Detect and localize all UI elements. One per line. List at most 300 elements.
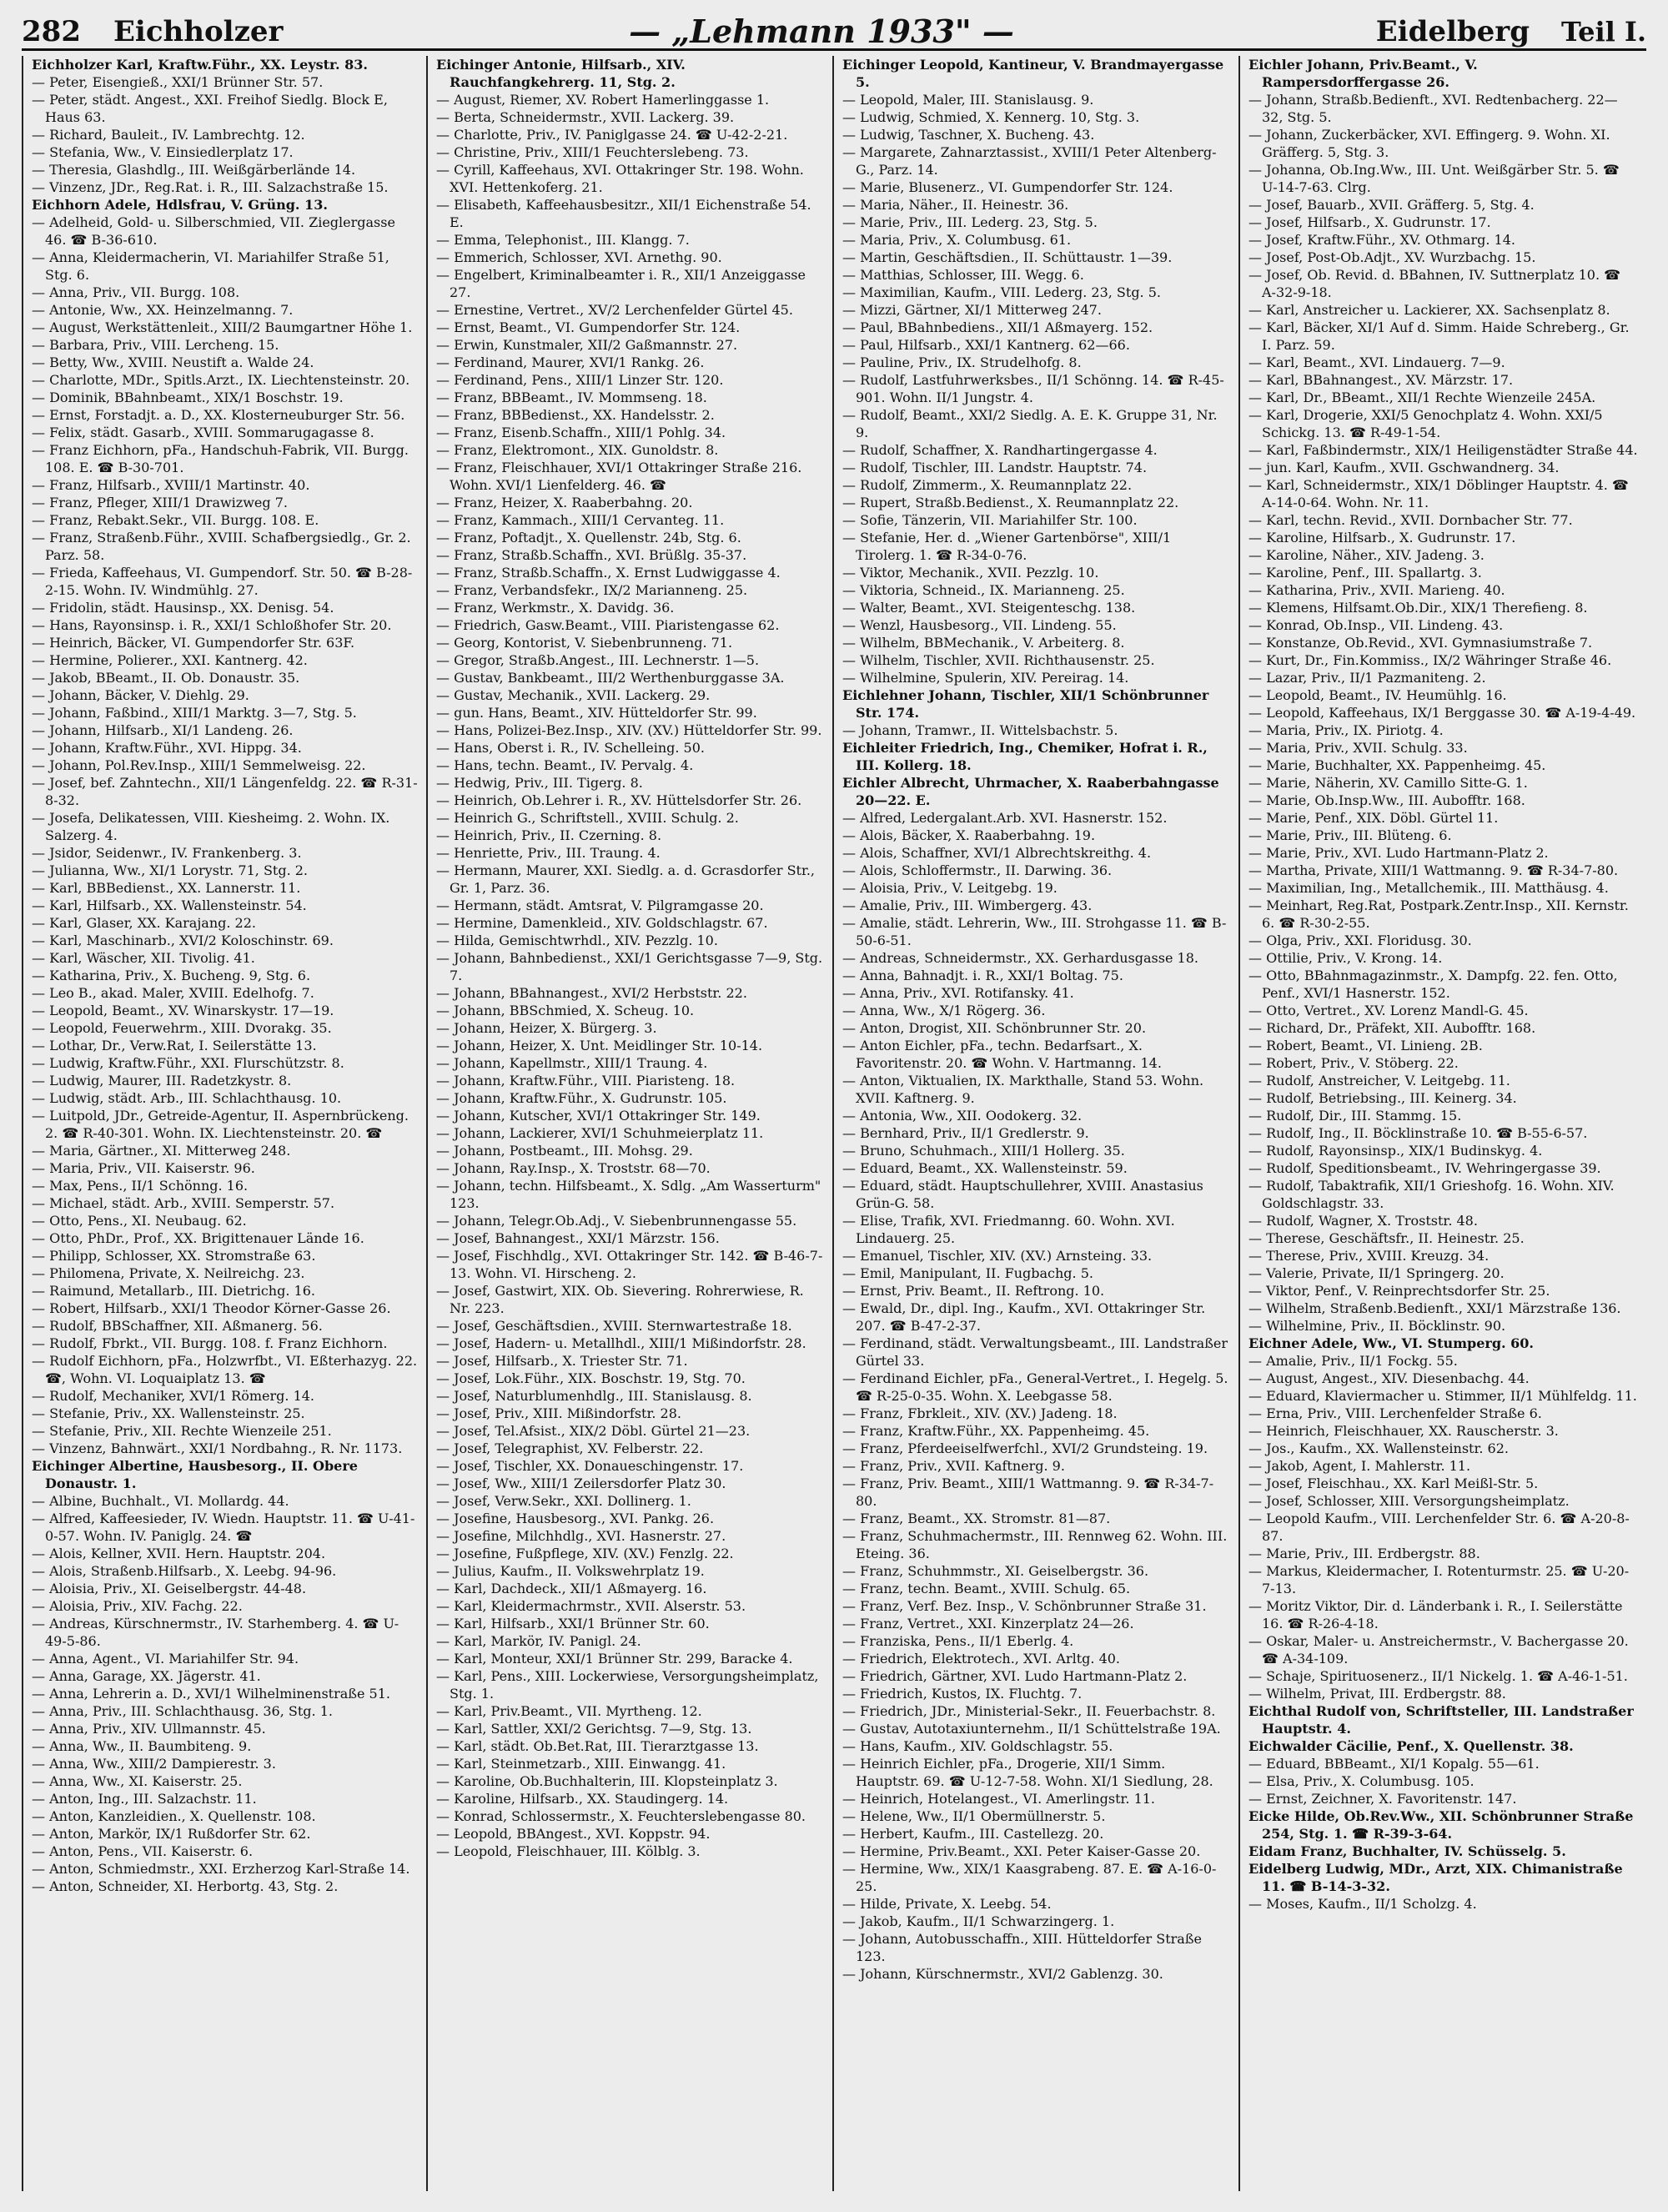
directory-entry: — Robert, Priv., V. Stöberg. 22. (1248, 1055, 1459, 1071)
directory-entry: — Emmerich, Schlosser, XVI. Arnethg. 90. (436, 249, 722, 265)
directory-entry: — Jakob, Kaufm., II/1 Schwarzingerg. 1. (842, 1913, 1115, 1929)
directory-entry: — Martha, Private, XIII/1 Wattmanng. 9. ☎ R-34-7-80. (1248, 862, 1619, 878)
directory-entry: — Erna, Priv., VIII. Lerchenfelder Straße 6. (1248, 1405, 1542, 1421)
directory-entry: — Franz, Straßb.Schaffn., X. Ernst Ludwiggasse 4. (436, 565, 781, 581)
directory-entry: — Marie, Priv., III. Erdbergstr. 88. (1248, 1546, 1480, 1561)
directory-entry: — Anna, Priv., XIV. Ullmannstr. 45. (32, 1721, 266, 1737)
directory-entry: — Ludwig, Schmied, X. Kennerg. 10, Stg. 3. (842, 109, 1140, 125)
directory-entry: — Leopold, Fleischhauer, III. Kölblg. 3. (436, 1843, 701, 1859)
directory-entry: — Hermine, Damenkleid., XIV. Goldschlagstr. 67. (436, 915, 768, 931)
directory-entry: — Matthias, Schlosser, III. Wegg. 6. (842, 267, 1084, 283)
directory-entry: — Anna, Ww., XI. Kaiserstr. 25. (32, 1773, 243, 1789)
directory-entry: — Marie, Priv., XVI. Ludo Hartmann-Platz 2. (1248, 845, 1549, 861)
directory-entry: — Sofie, Tänzerin, VII. Mariahilfer Str. 100. (842, 512, 1138, 528)
directory-entry: — Johann, Kraftw.Führ., VIII. Piaristeng. 18. (436, 1073, 736, 1088)
directory-entry: — Ludwig, Taschner, X. Bucheng. 43. (842, 127, 1095, 143)
directory-entry: — Moritz Viktor, Dir. d. Länderbank i. R., I. Seilerstätte 16. ☎ R-26-4-18. (1248, 1598, 1623, 1631)
directory-entry: — Anna, Garage, XX. Jägerstr. 41. (32, 1668, 261, 1684)
directory-entry: — Josef, bef. Zahntechn., XII/1 Längenfeldg. 22. ☎ R-31-8-32. (32, 775, 418, 808)
directory-entry: — Josefa, Delikatessen, VIII. Kiesheimg. 2. Wohn. IX. Salzerg. 4. (32, 810, 390, 843)
directory-entry: — Amalie, städt. Lehrerin, Ww., III. Strohgasse 11. ☎ B-50-6-51. (842, 915, 1227, 948)
directory-entry: — Richard, Dr., Präfekt, XII. Aubofftr. 168. (1248, 1020, 1536, 1036)
directory-entry: — Karl, Pens., XIII. Lockerwiese, Versorgungsheimplatz, Stg. 1. (436, 1668, 819, 1702)
directory-entry: — Josef, Ob. Revid. d. BBahnen, IV. Suttnerplatz 10. ☎ A-32-9-18. (1248, 267, 1621, 300)
directory-entry: — Bruno, Schuhmach., XIII/1 Hollerg. 35. (842, 1143, 1125, 1159)
directory-entry: — Aloisia, Priv., V. Leitgebg. 19. (842, 880, 1058, 896)
surname-heading-entry: Eichwalder Cäcilie, Penf., X. Quellenstr. 38. (1248, 1738, 1574, 1754)
directory-entry: — Jakob, Agent, I. Mahlerstr. 11. (1248, 1458, 1471, 1474)
directory-entry: — Rudolf, Schaffner, X. Randhartingergasse 4. (842, 442, 1158, 458)
directory-entry: — Viktoria, Schneid., IX. Marianneng. 25. (842, 582, 1125, 598)
directory-entry: — Katharina, Priv., X. Bucheng. 9, Stg. 6. (32, 968, 311, 983)
directory-entry: — Anna, Priv., VII. Burgg. 108. (32, 284, 240, 300)
directory-entry: — Bernhard, Priv., II/1 Gredlerstr. 9. (842, 1125, 1089, 1141)
page-header (22, 12, 1646, 51)
directory-entry: — Meinhart, Reg.Rat, Postpark.Zentr.Insp., XII. Kernstr. 6. ☎ R-30-2-55. (1248, 897, 1629, 931)
directory-entry: — Albine, Buchhalt., VI. Mollardg. 44. (32, 1493, 289, 1509)
directory-entry: — Betty, Ww., XVIII. Neustift a. Walde 24. (32, 354, 314, 370)
directory-entry: — Vinzenz, Bahnwärt., XXI/1 Nordbahng., R. Nr. 1173. (32, 1440, 403, 1456)
directory-entry: — Rudolf, Ing., II. Böcklinstraße 10. ☎ B-55-6-57. (1248, 1125, 1588, 1141)
directory-entry: — Ernst, Beamt., VI. Gumpendorfer Str. 124. (436, 319, 741, 335)
directory-entry: — Antonia, Ww., XII. Oodokerg. 32. (842, 1108, 1083, 1124)
directory-entry: — Jsidor, Seidenwr., IV. Frankenberg. 3. (32, 845, 302, 861)
directory-entry: — Heinrich G., Schriftstell., XVIII. Schulg. 2. (436, 810, 739, 826)
directory-entry: — Ernst, Zeichner, X. Favoritenstr. 147. (1248, 1791, 1517, 1807)
directory-entry: — Franz, Vertret., XXI. Kinzerplatz 24—26. (842, 1616, 1134, 1631)
surname-heading-entry: Eichler Johann, Priv.Beamt., V. Rampersdorffergasse 26. (1248, 57, 1478, 90)
directory-entry: — Rudolf Eichhorn, pFa., Holzwrfbt., VI. Eßterhazyg. 22. ☎, Wohn. VI. Loquaiplatz 13. ☎ (32, 1353, 418, 1386)
directory-entry: — Raimund, Metallarb., III. Dietrichg. 16. (32, 1283, 315, 1299)
directory-entry: — Josef, Post-Ob.Adjt., XV. Wurzbachg. 15. (1248, 249, 1536, 265)
directory-entry: — Maria, Priv., X. Columbusg. 61. (842, 232, 1072, 248)
directory-entry: — Hilde, Private, X. Leebg. 54. (842, 1896, 1052, 1912)
directory-entry: — Alois, Bäcker, X. Raaberbahng. 19. (842, 827, 1096, 843)
directory-entry: — Elsa, Priv., X. Columbusg. 105. (1248, 1773, 1475, 1789)
directory-entry: — Anton Eichler, pFa., techn. Bedarfsart., X. Favoritenstr. 20. ☎ Wohn. V. Hartmanng. 14. (842, 1038, 1162, 1071)
directory-entry: — Johann, Heizer, X. Unt. Meidlinger Str. 10-14. (436, 1038, 763, 1053)
directory-entry: — Karoline, Ob.Buchhalterin, III. Klopsteinplatz 3. (436, 1773, 778, 1789)
directory-entry: — Antonie, Ww., XX. Heinzelmanng. 7. (32, 302, 294, 318)
directory-entry: — Karl, Faßbindermstr., XIX/1 Heiligenstädter Straße 44. (1248, 442, 1638, 458)
surname-heading-entry: Eichholzer Karl, Kraftw.Führ., XX. Leystr. 83. (32, 57, 368, 73)
directory-entry: — Franz, Fleischhauer, XVI/1 Ottakringer Straße 216. Wohn. XVI/1 Lienfelderg. 46. ☎ (436, 460, 802, 493)
directory-entry: — Theresia, Glashdlg., III. Weißgärberlände 14. (32, 162, 356, 178)
directory-entry: — Hilda, Gemischtwrhdl., XIV. Pezzlg. 10. (436, 933, 718, 948)
page-number: 282 (22, 15, 81, 48)
directory-entry: — Hermine, Priv.Beamt., XXI. Peter Kaiser-Gasse 20. (842, 1843, 1201, 1859)
directory-entry: — Rudolf, Lastfuhrwerksbes., II/1 Schönng. 14. ☎ R-45-901. Wohn. II/1 Jungstr. 4. (842, 372, 1224, 405)
directory-entry: — Johann, BBahnangest., XVI/2 Herbststr. 22. (436, 985, 747, 1001)
directory-entry: — Johanna, Ob.Ing.Ww., III. Unt. Weißgärber Str. 5. ☎ U-14-7-63. Clrg. (1248, 162, 1620, 195)
directory-entry: — Kurt, Dr., Fin.Kommiss., IX/2 Währinger Straße 46. (1248, 652, 1612, 668)
directory-entry: — Oskar, Maler- u. Anstreichermstr., V. Bachergasse 20. ☎ A-34-109. (1248, 1633, 1629, 1667)
column-2 (428, 56, 834, 2191)
directory-entry: — Rudolf, Zimmerm., X. Reumannplatz 22. (842, 477, 1133, 493)
surname-heading-entry: Eichthal Rudolf von, Schriftsteller, III. Landstraßer Hauptstr. 4. (1248, 1703, 1634, 1737)
directory-entry: — Julius, Kaufm., II. Volkswehrplatz 19. (436, 1563, 705, 1579)
surname-heading-entry: Eichner Adele, Ww., VI. Stumperg. 60. (1248, 1335, 1534, 1351)
directory-entry: — Johann, techn. Hilfsbeamt., X. Sdlg. „Am Wasserturm" 123. (436, 1178, 821, 1211)
directory-entry: — Franz, Hilfsarb., XVIII/1 Martinstr. 40. (32, 477, 310, 493)
directory-entry: — Alfred, Ledergalant.Arb. XVI. Hasnerstr. 152. (842, 810, 1168, 826)
directory-entry: — Georg, Kontorist, V. Siebenbrunneng. 71. (436, 635, 733, 651)
directory-entry: — Josef, Gastwirt, XIX. Ob. Sievering. Rohrerwiese, R. Nr. 223. (436, 1283, 804, 1316)
directory-entry: — gun. Hans, Beamt., XIV. Hütteldorfer Str. 99. (436, 705, 757, 721)
directory-entry: — Elisabeth, Kaffeehausbesitzr., XII/1 Eichenstraße 54. E. (436, 197, 811, 230)
directory-entry: — Johann, BBSchmied, X. Scheug. 10. (436, 1003, 695, 1018)
directory-entry: — Franz, Heizer, X. Raaberbahng. 20. (436, 495, 693, 510)
header-right-word: Eidelberg (1375, 15, 1530, 48)
directory-entry: — Franz, Kraftw.Führ., XX. Pappenheimg. 45. (842, 1423, 1150, 1439)
surname-heading-entry: Eicke Hilde, Ob.Rev.Ww., XII. Schönbrunner Straße 254, Stg. 1. ☎ R-39-3-64. (1248, 1808, 1634, 1842)
directory-entry: — Anna, Lehrerin a. D., XVI/1 Wilhelminenstraße 51. (32, 1686, 390, 1702)
directory-entry: — Moses, Kaufm., II/1 Scholzg. 4. (1248, 1896, 1477, 1912)
directory-entry: — Vinzenz, JDr., Reg.Rat. i. R., III. Salzachstraße 15. (32, 179, 389, 195)
directory-entry: — Leo B., akad. Maler, XVIII. Edelhofg. 7. (32, 985, 314, 1001)
directory-entry: — Philipp, Schlosser, XX. Stromstraße 63. (32, 1248, 316, 1264)
directory-entry: — Josef, Hadern- u. Metallhdl., XIII/1 Mißindorfstr. 28. (436, 1335, 806, 1351)
directory-entry: — Ottilie, Priv., V. Krong. 14. (1248, 950, 1443, 966)
directory-entry: — Ernst, Priv. Beamt., II. Reftrong. 10. (842, 1283, 1105, 1299)
directory-entry: — Johann, Bäcker, V. Diehlg. 29. (32, 687, 249, 703)
directory-entry: — Leopold, Beamt., IV. Heumühlg. 16. (1248, 687, 1507, 703)
directory-entry: — Luitpold, JDr., Getreide-Agentur, II. Aspernbrückeng. 2. ☎ R-40-301. Wohn. IX. Liechtensteinstr. 20. ☎ (32, 1108, 409, 1141)
directory-entry: — Karl, Dachdeck., XII/1 Aßmayerg. 16. (436, 1581, 707, 1596)
directory-entry: — Barbara, Priv., VIII. Lercheng. 15. (32, 337, 279, 353)
surname-heading-entry: Eichhorn Adele, Hdlsfrau, V. Grüng. 13. (32, 197, 328, 213)
directory-entry: — Franz, Verf. Bez. Insp., V. Schönbrunner Straße 31. (842, 1598, 1207, 1614)
directory-entry: — Valerie, Private, II/1 Springerg. 20. (1248, 1265, 1505, 1281)
directory-entry: — Stefanie, Priv., XX. Wallensteinstr. 25. (32, 1405, 305, 1421)
directory-entry: — Lothar, Dr., Verw.Rat, I. Seilerstätte 13. (32, 1038, 317, 1053)
column-3 (834, 56, 1240, 2191)
directory-entry: — Marie, Ob.Insp.Ww., III. Aubofftr. 168. (1248, 792, 1525, 808)
directory-entry: — Karl, BBBedienst., XX. Lannerstr. 11. (32, 880, 301, 896)
directory-entry: — Rudolf, Tischler, III. Landstr. Hauptstr. 74. (842, 460, 1148, 475)
directory-entry: — Anton, Kanzleidien., X. Quellenstr. 108. (32, 1808, 316, 1824)
directory-entry: — Julianna, Ww., XI/1 Lorystr. 71, Stg. 2. (32, 862, 309, 878)
directory-entry: — Franz, Pfleger, XIII/1 Drawizweg 7. (32, 495, 288, 510)
directory-entry: — Wenzl, Hausbesorg., VII. Lindeng. 55. (842, 617, 1117, 633)
directory-entry: — Karl, Wäscher, XII. Tivolig. 41. (32, 950, 255, 966)
directory-entry: — Rudolf, Anstreicher, V. Leitgebg. 11. (1248, 1073, 1510, 1088)
directory-entry: — Karl, Priv.Beamt., VII. Myrtheng. 12. (436, 1703, 702, 1719)
directory-entry: — Wilhelm, Privat, III. Erdbergstr. 88. (1248, 1686, 1506, 1702)
directory-entry: — Josef, Naturblumenhdlg., III. Stanislausg. 8. (436, 1388, 752, 1404)
directory-entry: — Dominik, BBahnbeamt., XIX/1 Boschstr. 19. (32, 390, 344, 405)
directory-entry: — Johann, Kraftw.Führ., X. Gudrunstr. 105. (436, 1090, 727, 1106)
directory-entry: — Karl, techn. Revid., XVII. Dornbacher Str. 77. (1248, 512, 1573, 528)
directory-entry: — Elise, Trafik, XVI. Friedmanng. 60. Wohn. XVI. Lindauerg. 25. (842, 1213, 1175, 1246)
directory-entry: — Maximilian, Kaufm., VIII. Lederg. 23, Stg. 5. (842, 284, 1161, 300)
directory-entry: — Johann, Telegr.Ob.Adj., V. Siebenbrunnengasse 55. (436, 1213, 797, 1229)
directory-entry: — Rupert, Straßb.Bedienst., X. Reumannplatz 22. (842, 495, 1179, 510)
directory-columns (22, 56, 1646, 2191)
directory-entry: — Leopold, Kaffeehaus, IX/1 Berggasse 30. ☎ A-19-4-49. (1248, 705, 1636, 721)
directory-entry: — Franz, Rebakt.Sekr., VII. Burgg. 108. E. (32, 512, 319, 528)
directory-entry: — Stefanie, Her. d. „Wiener Gartenbörse", XIII/1 Tirolerg. 1. ☎ R-34-0-76. (842, 530, 1172, 563)
directory-entry: — Rudolf, Fbrkt., VII. Burgg. 108. f. Franz Eichhorn. (32, 1335, 388, 1351)
surname-heading-entry: Eidelberg Ludwig, MDr., Arzt, XIX. Chimanistraße 11. ☎ B-14-3-32. (1248, 1861, 1623, 1894)
directory-entry: — Anna, Ww., II. Baumbiteng. 9. (32, 1738, 252, 1754)
directory-entry: — Josefine, Milchhdlg., XVI. Hasnerstr. 27. (436, 1528, 726, 1544)
directory-entry: — Alois, Schloffermstr., II. Darwing. 36. (842, 862, 1113, 878)
directory-entry: — Maria, Priv., XVII. Schulg. 33. (1248, 740, 1468, 756)
directory-entry: — Hermann, Maurer, XXI. Siedlg. a. d. Gcrasdorfer Str., Gr. 1, Parz. 36. (436, 862, 816, 896)
directory-entry: — Walter, Beamt., XVI. Steigenteschg. 138. (842, 600, 1136, 616)
directory-entry: — Ferdinand, Pens., XIII/1 Linzer Str. 120. (436, 372, 724, 388)
directory-entry: — Peter, Eisengieß., XXI/1 Brünner Str. 57. (32, 74, 324, 90)
directory-entry: — Emil, Manipulant, II. Fugbachg. 5. (842, 1265, 1093, 1281)
directory-entry: — Ernestine, Vertret., XV/2 Lerchenfelder Gürtel 45. (436, 302, 793, 318)
directory-entry: — Josef, Tischler, XX. Donaueschingenstr. 17. (436, 1458, 744, 1474)
directory-entry: — Johann, Zuckerbäcker, XVI. Effingerg. 9. Wohn. XI. Gräfferg. 5, Stg. 3. (1248, 127, 1610, 160)
directory-entry: — August, Werkstättenleit., XIII/2 Baumgartner Höhe 1. (32, 319, 413, 335)
directory-entry: — Heinrich, Ob.Lehrer i. R., XV. Hüttelsdorfer Str. 26. (436, 792, 802, 808)
directory-entry: — Hans, Rayonsinsp. i. R., XXI/1 Schloßhofer Str. 20. (32, 617, 392, 633)
directory-entry: — Karoline, Hilfsarb., X. Gudrunstr. 17. (1248, 530, 1516, 545)
directory-entry: — Klemens, Hilfsamt.Ob.Dir., XIX/1 Therefieng. 8. (1248, 600, 1588, 616)
surname-heading-entry: Eichinger Antonie, Hilfsarb., XIV. Rauchfangkehrerg. 11, Stg. 2. (436, 57, 686, 90)
directory-entry: — Wilhelm, BBMechanik., V. Arbeiterg. 8. (842, 635, 1125, 651)
directory-entry: — Johann, Heizer, X. Bürgerg. 3. (436, 1020, 657, 1036)
directory-entry: — Ludwig, Kraftw.Führ., XXI. Flurschützstr. 8. (32, 1055, 344, 1071)
directory-entry: — Hans, techn. Beamt., IV. Pervalg. 4. (436, 757, 694, 773)
directory-entry: — Christine, Priv., XIII/1 Feuchterslebeng. 73. (436, 144, 749, 160)
directory-entry: — Alfred, Kaffeesieder, IV. Wiedn. Hauptstr. 11. ☎ U-41-0-57. Wohn. IV. Paniglg. 24. ☎ (32, 1511, 415, 1544)
directory-entry: — Karl, Drogerie, XXI/5 Genochplatz 4. Wohn. XXI/5 Schickg. 13. ☎ R-49-1-54. (1248, 407, 1603, 440)
directory-entry: — Otto, PhDr., Prof., XX. Brigittenauer Lände 16. (32, 1230, 364, 1246)
directory-entry: — Michael, städt. Arb., XVIII. Semperstr. 57. (32, 1195, 335, 1211)
directory-entry: — Viktor, Mechanik., XVII. Pezzlg. 10. (842, 565, 1099, 581)
directory-entry: — Felix, städt. Gasarb., XVIII. Sommarugagasse 8. (32, 425, 374, 440)
directory-entry: — Johann, Lackierer, XVI/1 Schuhmeierplatz 11. (436, 1125, 764, 1141)
directory-entry: — Anton, Schmiedmstr., XXI. Erzherzog Karl-Straße 14. (32, 1861, 410, 1877)
directory-entry: — Charlotte, Priv., IV. Paniglgasse 24. ☎ U-42-2-21. (436, 127, 788, 143)
directory-entry: — Franz, Straßb.Schaffn., XVI. Brüßlg. 35-37. (436, 547, 747, 563)
directory-entry: — Gustav, Mechanik., XVII. Lackerg. 29. (436, 687, 711, 703)
directory-entry: — Jakob, BBeamt., II. Ob. Donaustr. 35. (32, 670, 300, 686)
directory-entry: — Leopold, Beamt., XV. Winarskystr. 17—19. (32, 1003, 334, 1018)
directory-entry: — Josef, Tel.Afsist., XIX/2 Döbl. Gürtel 21—23. (436, 1423, 751, 1439)
directory-entry: — Katharina, Priv., XVII. Marieng. 40. (1248, 582, 1505, 598)
directory-entry: — Helene, Ww., II/1 Obermüllnerstr. 5. (842, 1808, 1106, 1824)
directory-entry: — Josef, Kraftw.Führ., XV. Othmarg. 14. (1248, 232, 1515, 248)
directory-entry: — Gustav, Bankbeamt., III/2 Werthenburggasse 3A. (436, 670, 785, 686)
directory-entry: — Charlotte, MDr., Spitls.Arzt., IX. Liechtensteinstr. 20. (32, 372, 410, 388)
directory-entry: — Margarete, Zahnarztassist., XVIII/1 Peter Altenberg-G., Parz. 14. (842, 144, 1217, 178)
directory-entry: — Karl, Sattler, XXI/2 Gerichtsg. 7—9, Stg. 13. (436, 1721, 752, 1737)
column-1 (22, 56, 428, 2191)
directory-entry: — Karl, Beamt., XVI. Lindauerg. 7—9. (1248, 354, 1505, 370)
directory-entry: — Anton, Markör, IX/1 Rußdorfer Str. 62. (32, 1826, 311, 1842)
directory-entry: — Alois, Straßenb.Hilfsarb., X. Leebg. 94-96. (32, 1563, 337, 1579)
directory-entry: — Karl, Bäcker, XI/1 Auf d. Simm. Haide Schreberg., Gr. I. Parz. 59. (1248, 319, 1630, 353)
directory-entry: — Henriette, Priv., III. Traung. 4. (436, 845, 661, 861)
directory-entry: — Marie, Priv., III. Blüteng. 6. (1248, 827, 1452, 843)
directory-entry: — Hermine, Polierer., XXI. Kantnerg. 42. (32, 652, 308, 668)
directory-entry: — Anton, Drogist, XII. Schönbrunner Str. 20. (842, 1020, 1147, 1036)
directory-entry: — Wilhelmine, Spulerin, XIV. Pereirag. 14. (842, 670, 1129, 686)
directory-entry: — Maria, Priv., IX. Piriotg. 4. (1248, 722, 1444, 738)
directory-entry: — Alois, Kellner, XVII. Hern. Hauptstr. 204. (32, 1546, 326, 1561)
directory-entry: — Anna, Ww., XIII/2 Dampierestr. 3. (32, 1756, 276, 1772)
directory-entry: — Fridolin, städt. Hausinsp., XX. Denisg. 54. (32, 600, 334, 616)
directory-entry: — Stefania, Ww., V. Einsiedlerplatz 17. (32, 144, 294, 160)
directory-entry: — Karl, Kleidermachrmstr., XVII. Alserstr. 53. (436, 1598, 746, 1614)
directory-entry: — Amalie, Priv., III. Wimbergerg. 43. (842, 897, 1093, 913)
header-left-word: Eichholzer (113, 15, 284, 48)
surname-heading-entry: Eichler Albrecht, Uhrmacher, X. Raaberbahngasse 20—22. E. (842, 775, 1219, 808)
directory-entry: — Wilhelm, Straßenb.Bedienft., XXI/1 Märzstraße 136. (1248, 1300, 1621, 1316)
directory-entry: — Heinrich Eichler, pFa., Drogerie, XII/1 Simm. Hauptstr. 69. ☎ U-12-7-58. Wohn. XI/1 Siedlung, 28. (842, 1756, 1213, 1789)
directory-entry: — Johann, Ray.Insp., X. Troststr. 68—70. (436, 1160, 711, 1176)
directory-entry: — Johann, Tramwr., II. Wittelsbachstr. 5. (842, 722, 1118, 738)
directory-entry: — Ferdinand Eichler, pFa., General-Vertret., I. Hegelg. 5. ☎ R-25-0-35. Wohn. X. Leebgasse 58. (842, 1370, 1228, 1404)
directory-entry: — Andreas, Kürschnermstr., IV. Starhemberg. 4. ☎ U-49-5-86. (32, 1616, 399, 1649)
directory-entry: — Ferdinand, städt. Verwaltungsbeamt., III. Landstraßer Gürtel 33. (842, 1335, 1228, 1369)
directory-entry: — Johann, Hilfsarb., XI/1 Landeng. 26. (32, 722, 294, 738)
directory-entry: — Hans, Polizei-Bez.Insp., XIV. (XV.) Hütteldorfer Str. 99. (436, 722, 822, 738)
directory-entry: — Anna, Bahnadjt. i. R., XXI/1 Boltag. 75. (842, 968, 1123, 983)
directory-entry: — Hermine, Ww., XIX/1 Kaasgrabeng. 87. E. ☎ A-16-0-25. (842, 1861, 1217, 1894)
directory-entry: — Karl, Anstreicher u. Lackierer, XX. Sachsenplatz 8. (1248, 302, 1610, 318)
directory-entry: — Rudolf, Speditionsbeamt., IV. Wehringergasse 39. (1248, 1160, 1601, 1176)
directory-entry: — Paul, BBahnbediens., XII/1 Aßmayerg. 152. (842, 319, 1153, 335)
directory-entry: — Berta, Schneidermstr., XVII. Lackerg. 39. (436, 109, 735, 125)
directory-entry: — Franz, Elektromont., XIX. Gunoldstr. 8. (436, 442, 719, 458)
directory-entry: — Otto, BBahnmagazinmstr., X. Dampfg. 22. fen. Otto, Penf., XVI/1 Hasnerstr. 152. (1248, 968, 1618, 1001)
directory-entry: — Josef, Ww., XIII/1 Zeilersdorfer Platz 30. (436, 1476, 726, 1491)
directory-entry: — Franz, Werkmstr., X. Davidg. 36. (436, 600, 675, 616)
directory-entry: — August, Riemer, XV. Robert Hamerlinggasse 1. (436, 92, 770, 108)
directory-entry: — Friedrich, Elektrotech., XVI. Arltg. 40. (842, 1651, 1121, 1667)
directory-entry: — Rudolf, Betriebsing., III. Keinerg. 34. (1248, 1090, 1517, 1106)
directory-entry: — Friedrich, Kustos, IX. Fluchtg. 7. (842, 1686, 1083, 1702)
directory-entry: — Rudolf, Mechaniker, XVI/1 Römerg. 14. (32, 1388, 315, 1404)
surname-heading-entry: Eichleiter Friedrich, Ing., Chemiker, Hofrat i. R., III. Kollerg. 18. (842, 740, 1208, 773)
directory-entry: — Anton, Schneider, XI. Herbortg. 43, Stg. 2. (32, 1878, 339, 1894)
directory-entry: — Karl, Steinmetzarb., XIII. Einwangg. 41. (436, 1756, 726, 1772)
directory-entry: — Franz, Priv. Beamt., XIII/1 Wattmanng. 9. ☎ R-34-7-80. (842, 1476, 1214, 1509)
directory-entry: — Anna, Ww., X/1 Rögerg. 36. (842, 1003, 1046, 1018)
directory-entry: — Karl, Schneidermstr., XIX/1 Döblinger Hauptstr. 4. ☎ A-14-0-64. Wohn. Nr. 11. (1248, 477, 1629, 510)
surname-heading-entry: Eichinger Albertine, Hausbesorg., II. Obere Donaustr. 1. (32, 1458, 358, 1491)
directory-entry: — Aloisia, Priv., XI. Geiselbergstr. 44-48. (32, 1581, 307, 1596)
directory-entry: — Schaje, Spirituosenerz., II/1 Nickelg. 1. ☎ A-46-1-51. (1248, 1668, 1628, 1684)
directory-entry: — Johann, Straßb.Bedienft., XVI. Redtenbacherg. 22—32, Stg. 5. (1248, 92, 1618, 125)
directory-entry: — Maria, Gärtner., XI. Mitterweg 248. (32, 1143, 291, 1159)
directory-entry: — Johann, Kapellmstr., XIII/1 Traung. 4. (436, 1055, 708, 1071)
directory-entry: — Paul, Hilfsarb., XXI/1 Kantnerg. 62—66. (842, 337, 1130, 353)
directory-entry: — Eduard, BBBeamt., XI/1 Kopalg. 55—61. (1248, 1756, 1540, 1772)
surname-heading-entry: Eichlehner Johann, Tischler, XII/1 Schönbrunner Str. 174. (842, 687, 1209, 721)
directory-entry: — Max, Pens., II/1 Schönng. 16. (32, 1178, 249, 1194)
directory-entry: — Emanuel, Tischler, XIV. (XV.) Arnsteing. 33. (842, 1248, 1153, 1264)
directory-entry: — Karoline, Penf., III. Spallartg. 3. (1248, 565, 1482, 581)
directory-entry: — Karl, Hilfsarb., XXI/1 Brünner Str. 60. (436, 1616, 710, 1631)
directory-entry: — Karl, BBahnangest., XV. Märzstr. 17. (1248, 372, 1514, 388)
header-center-title: — „Lehmann 1933" — (629, 13, 1014, 50)
directory-entry: — Peter, städt. Angest., XXI. Freihof Siedlg. Block E, Haus 63. (32, 92, 388, 125)
directory-entry: — Johann, Faßbind., XIII/1 Marktg. 3—7, Stg. 5. (32, 705, 357, 721)
directory-entry: — Anna, Priv., III. Schlachthausg. 36, Stg. 1. (32, 1703, 333, 1719)
directory-entry: — Johann, Autobusschaffn., XIII. Hütteldorfer Straße 123. (842, 1931, 1202, 1964)
directory-entry: — Mizzi, Gärtner, XI/1 Mitterweg 247. (842, 302, 1102, 318)
directory-entry: — Gregor, Straßb.Angest., III. Lechnerstr. 1—5. (436, 652, 760, 668)
directory-entry: — Leopold, Maler, III. Stanislausg. 9. (842, 92, 1094, 108)
directory-entry: — Alois, Schaffner, XVI/1 Albrechtskreithg. 4. (842, 845, 1152, 861)
surname-heading-entry: Eidam Franz, Buchhalter, IV. Schüsselg. 5. (1248, 1843, 1566, 1859)
directory-entry: — Hedwig, Priv., III. Tigerg. 8. (436, 775, 643, 791)
directory-entry: — Heinrich, Priv., II. Czerning. 8. (436, 827, 662, 843)
directory-entry: — Josef, Geschäftsdien., XVIII. Sternwartestraße 18. (436, 1318, 792, 1334)
directory-entry: — Olga, Priv., XXI. Floridusg. 30. (1248, 933, 1472, 948)
directory-entry: — Marie, Penf., XIX. Döbl. Gürtel 11. (1248, 810, 1499, 826)
directory-entry: — Konrad, Ob.Insp., VII. Lindeng. 43. (1248, 617, 1504, 633)
directory-entry: — Herbert, Kaufm., III. Castellezg. 20. (842, 1826, 1104, 1842)
directory-entry: — Pauline, Priv., IX. Strudelhofg. 8. (842, 354, 1082, 370)
directory-entry: — Johann, Postbeamt., III. Mohsg. 29. (436, 1143, 693, 1159)
directory-entry: — Hans, Oberst i. R., IV. Schelleing. 50. (436, 740, 705, 756)
directory-entry: — Engelbert, Kriminalbeamter i. R., XII/1 Anzeiggasse 27. (436, 267, 806, 300)
directory-entry: — Maria, Priv., VII. Kaiserstr. 96. (32, 1160, 255, 1176)
directory-entry: — Robert, Hilfsarb., XXI/1 Theodor Körner-Gasse 26. (32, 1300, 391, 1316)
directory-entry: — Otto, Pens., XI. Neubaug. 62. (32, 1213, 247, 1229)
directory-entry: — Eduard, Klaviermacher u. Stimmer, II/1 Mühlfeldg. 11. (1248, 1388, 1637, 1404)
directory-entry: — Josef, Bahnangest., XXI/1 Märzstr. 156. (436, 1230, 720, 1246)
directory-entry: — Ludwig, städt. Arb., III. Schlachthausg. 10. (32, 1090, 342, 1106)
directory-entry: — Franz, Fbrkleit., XIV. (XV.) Jadeng. 18. (842, 1405, 1118, 1421)
directory-entry: — Heinrich, Bäcker, VI. Gumpendorfer Str. 63F. (32, 635, 355, 651)
directory-entry: — Josef, Lok.Führ., XIX. Boschstr. 19, Stg. 70. (436, 1370, 746, 1386)
directory-entry: — Otto, Vertret., XV. Lorenz Mandl-G. 45. (1248, 1003, 1529, 1018)
directory-entry: — Franz, BBBedienst., XX. Handelsstr. 2. (436, 407, 715, 423)
directory-entry: — Lazar, Priv., II/1 Pazmaniteng. 2. (1248, 670, 1486, 686)
directory-entry: — Friedrich, Gasw.Beamt., VIII. Piaristengasse 62. (436, 617, 780, 633)
directory-entry: — Rudolf, Dir., III. Stammg. 15. (1248, 1108, 1462, 1124)
directory-entry: — Wilhelmine, Priv., II. Böcklinstr. 90. (1248, 1318, 1506, 1334)
directory-entry: — Robert, Beamt., VI. Linieng. 2B. (1248, 1038, 1483, 1053)
column-4 (1240, 56, 1646, 2191)
directory-entry: — Franz, BBBeamt., IV. Mommseng. 18. (436, 390, 707, 405)
directory-entry: — Franz, Eisenb.Schaffn., XIII/1 Pohlg. 34. (436, 425, 726, 440)
directory-entry: — Amalie, Priv., II/1 Fockg. 55. (1248, 1353, 1458, 1369)
directory-entry: — Karl, Markör, IV. Panigl. 24. (436, 1633, 641, 1649)
directory-entry: — Franz, Kammach., XIII/1 Cervanteg. 11. (436, 512, 725, 528)
directory-entry: — Josef, Fischhdlg., XVI. Ottakringer Str. 142. ☎ B-46-7-13. Wohn. VI. Hirscheng. 2. (436, 1248, 823, 1281)
directory-entry: — Johann, Bahnbedienst., XXI/1 Gerichtsgasse 7—9, Stg. 7. (436, 950, 823, 983)
surname-heading-entry: Eichinger Leopold, Kantineur, V. Brandmayergasse 5. (842, 57, 1224, 90)
directory-entry: — Heinrich, Fleischhauer, XX. Rauscherstr. 3. (1248, 1423, 1559, 1439)
directory-entry: — Anton, Ing., III. Salzachstr. 11. (32, 1791, 257, 1807)
directory-entry: — Franz, Priv., XVII. Kaftnerg. 9. (842, 1458, 1065, 1474)
directory-entry: — Franz, Pferdeeiselfwerfchl., XVI/2 Grundsteing. 19. (842, 1440, 1208, 1456)
directory-entry: — Ferdinand, Maurer, XVI/1 Rankg. 26. (436, 354, 705, 370)
directory-entry: — August, Angest., XIV. Diesenbachg. 44. (1248, 1370, 1530, 1386)
directory-entry: — Philomena, Private, X. Neilreichg. 23. (32, 1265, 305, 1281)
directory-entry: — Josef, Hilfsarb., X. Triester Str. 71. (436, 1353, 688, 1369)
directory-entry: — Rudolf, Wagner, X. Troststr. 48. (1248, 1213, 1478, 1229)
directory-entry: — Anna, Priv., XVI. Rotifansky. 41. (842, 985, 1074, 1001)
directory-entry: — Franz, Poftadjt., X. Quellenstr. 24b, Stg. 6. (436, 530, 741, 545)
directory-entry: — Friedrich, JDr., Ministerial-Sekr., II. Feuerbachstr. 8. (842, 1703, 1216, 1719)
directory-entry: — Markus, Kleidermacher, I. Rotenturmstr. 25. ☎ U-20-7-13. (1248, 1563, 1630, 1596)
directory-entry: — Marie, Priv., III. Lederg. 23, Stg. 5. (842, 214, 1098, 230)
directory-entry: — Eduard, städt. Hauptschullehrer, XVIII. Anastasius Grün-G. 58. (842, 1178, 1203, 1211)
directory-entry: — Konrad, Schlossermstr., X. Feuchterslebengasse 80. (436, 1808, 806, 1824)
